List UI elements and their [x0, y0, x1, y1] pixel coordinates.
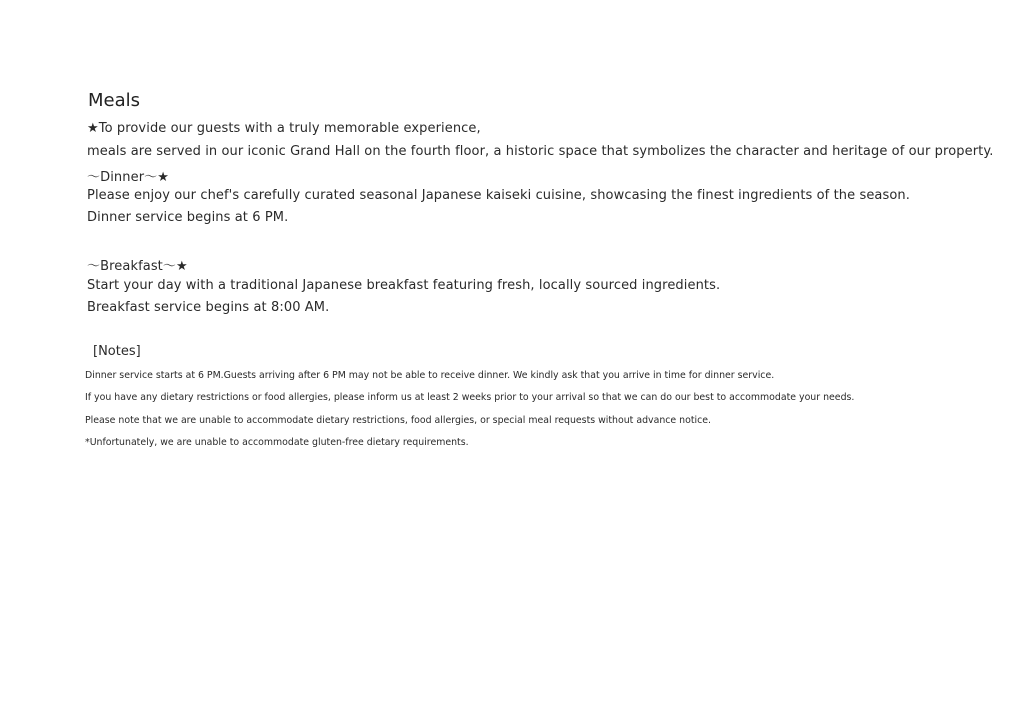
- breakfast-line-1: Start your day with a traditional Japanese breakfast featuring fresh, locally sourced ingredients.: [87, 278, 721, 293]
- note-item: If you have any dietary restrictions or food allergies, please inform us at least 2 weeks prior to your arrival so that we can do our best to accommodate your needs.: [85, 392, 855, 403]
- dinner-heading: ～Dinner～★: [87, 170, 169, 185]
- note-item: *Unfortunately, we are unable to accommodate gluten-free dietary requirements.: [85, 437, 469, 448]
- breakfast-line-2: Breakfast service begins at 8:00 AM.: [87, 300, 330, 315]
- dinner-line-2: Dinner service begins at 6 PM.: [87, 210, 289, 225]
- intro-line-1: ★To provide our guests with a truly memorable experience,: [87, 121, 481, 136]
- dinner-line-1: Please enjoy our chef's carefully curated seasonal Japanese kaiseki cuisine, showcasing the finest ingredients of the season.: [87, 188, 910, 203]
- note-item: Please note that we are unable to accommodate dietary restrictions, food allergies, or special meal requests without advance notice.: [85, 415, 712, 426]
- page-title: Meals: [88, 90, 141, 111]
- note-item: Dinner service starts at 6 PM.Guests arriving after 6 PM may not be able to receive dinner. We kindly ask that you arrive in time for dinner service.: [85, 370, 775, 381]
- breakfast-heading: ～Breakfast～★: [87, 259, 188, 274]
- intro-line-2: meals are served in our iconic Grand Hall on the fourth floor, a historic space that symbolizes the character and heritage of our property.: [87, 144, 994, 159]
- notes-heading: [Notes]: [93, 344, 141, 359]
